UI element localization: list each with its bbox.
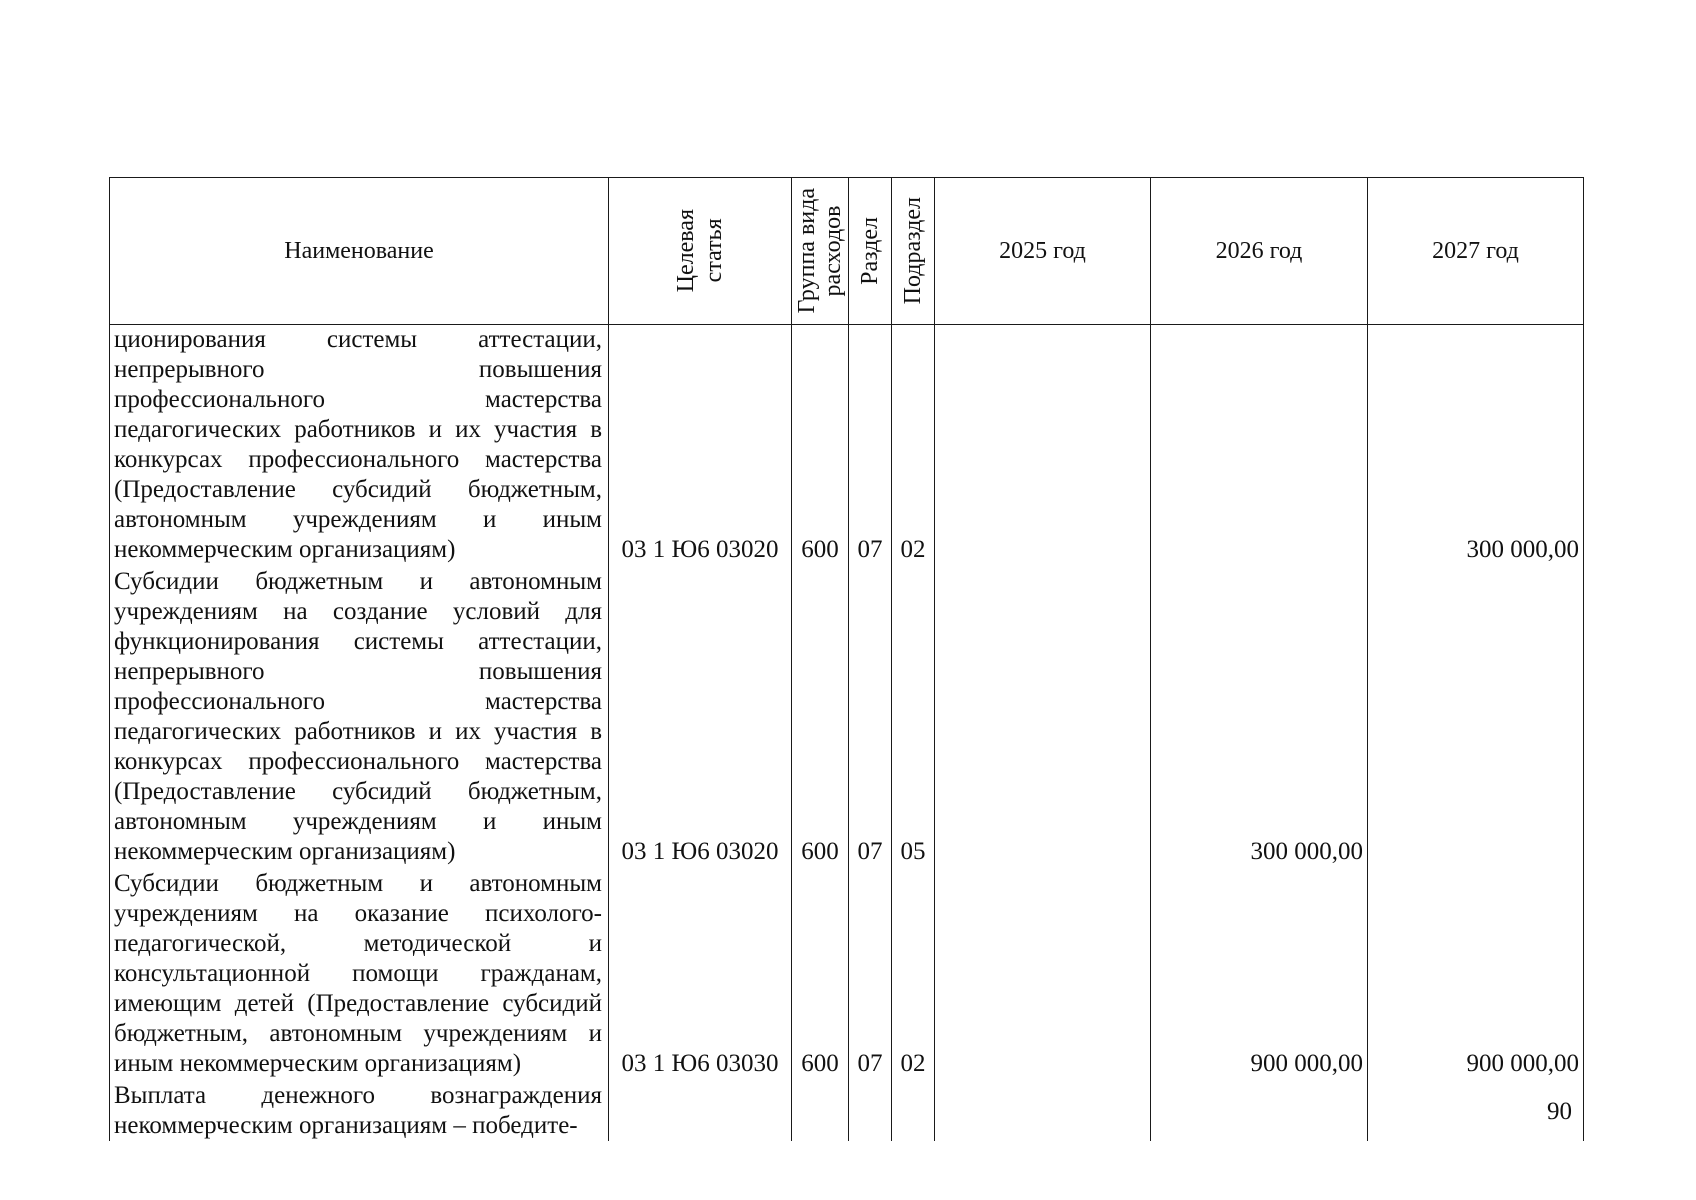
header-2026-text: 2026 год xyxy=(1215,237,1303,264)
header-subsection xyxy=(892,178,935,325)
header-subsection-text: Подраздел xyxy=(900,197,926,305)
table-body xyxy=(110,325,1584,1142)
row-section: 07 xyxy=(849,325,892,568)
header-name xyxy=(110,178,609,325)
header-target-line1: Целевая xyxy=(673,209,699,293)
table-row xyxy=(110,325,1584,568)
row-section xyxy=(849,1081,892,1141)
row-2026: 900 000,00 xyxy=(1151,869,1368,1081)
table-header xyxy=(110,178,1584,325)
page-number: 90 xyxy=(1547,1098,1572,1125)
header-2027 xyxy=(1368,178,1584,325)
row-target: 03 1 Ю6 03020 xyxy=(609,567,792,869)
header-section-text: Раздел xyxy=(857,217,883,285)
row-target: 03 1 Ю6 03020 xyxy=(609,325,792,568)
header-2025 xyxy=(935,178,1151,325)
row-group: 600 xyxy=(792,325,849,568)
table-row xyxy=(110,567,1584,869)
header-group xyxy=(792,178,849,325)
row-2027: 900 000,00 xyxy=(1368,869,1584,1081)
row-subsection xyxy=(892,1081,935,1141)
row-group xyxy=(792,1081,849,1141)
row-2025 xyxy=(935,869,1151,1081)
header-group-line2: расходов xyxy=(820,205,846,297)
header-2025-text: 2025 год xyxy=(999,237,1086,264)
header-2027-text: 2027 год xyxy=(1432,237,1519,264)
row-name: Субсидии бюджетным и автономным учреждениям на оказание психолого-педагогической, методической и консультационной помощи гражданам, имеющим детей (Предоставление субсидий бюджетным, автономным учреждениям и иным некоммерческим организациям) xyxy=(110,869,609,1081)
row-2027: 300 000,00 xyxy=(1368,325,1584,568)
row-subsection: 02 xyxy=(892,325,935,568)
budget-table xyxy=(109,177,1584,1141)
header-section xyxy=(849,178,892,325)
row-2026 xyxy=(1151,325,1368,568)
table-row xyxy=(110,1081,1584,1141)
row-2025 xyxy=(935,1081,1151,1141)
header-group-line1: Группа вида xyxy=(794,188,820,314)
row-2025 xyxy=(935,325,1151,568)
row-2027 xyxy=(1368,567,1584,869)
row-name: ционирования системы аттестации, непрерывного повышения профессионального мастерства педагогических работников и их участия в конкурсах профессионального мастерства (Предоставление субсидий бюджетным, автономным учреждениям и иным некоммерческим организациям) xyxy=(110,325,609,568)
row-name: Выплата денежного вознаграждения некоммерческим организациям – победите- xyxy=(110,1081,609,1141)
header-target xyxy=(609,178,792,325)
row-2026 xyxy=(1151,1081,1368,1141)
row-target xyxy=(609,1081,792,1141)
row-2025 xyxy=(935,567,1151,869)
row-section: 07 xyxy=(849,567,892,869)
header-target-line2: статья xyxy=(701,219,727,283)
row-name: Субсидии бюджетным и автономным учреждениям на создание условий для функционирования системы аттестации, непрерывного повышения профессионального мастерства педагогических работников и их участия в конкурсах профессионального мастерства (Предоставление субсидий бюджетным, автономным учреждениям и иным некоммерческим организациям) xyxy=(110,567,609,869)
table-row xyxy=(110,869,1584,1081)
row-subsection: 05 xyxy=(892,567,935,869)
header-name-text: Наименование xyxy=(284,237,434,264)
row-2026: 300 000,00 xyxy=(1151,567,1368,869)
row-section: 07 xyxy=(849,869,892,1081)
row-group: 600 xyxy=(792,869,849,1081)
row-group: 600 xyxy=(792,567,849,869)
row-target: 03 1 Ю6 03030 xyxy=(609,869,792,1081)
row-subsection: 02 xyxy=(892,869,935,1081)
header-2026 xyxy=(1151,178,1368,325)
